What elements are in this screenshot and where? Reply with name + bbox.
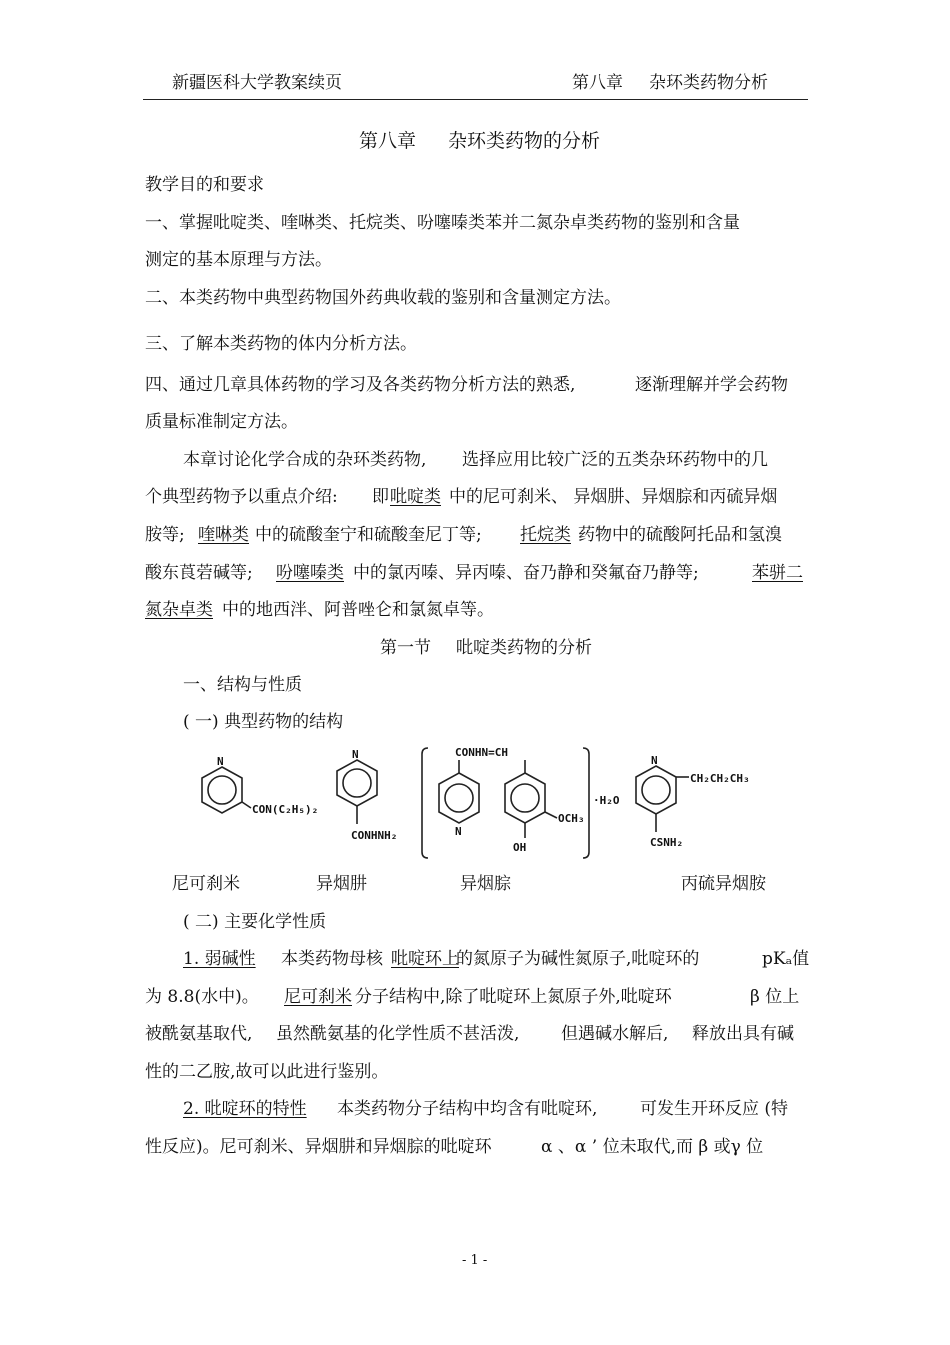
property1-line2b: 尼可刹米 bbox=[284, 987, 352, 1007]
chapter-number: 第八章 bbox=[359, 130, 417, 152]
property1-line1a: 本类药物母核 bbox=[281, 949, 383, 969]
ftivazide-oh-label: OH bbox=[513, 841, 527, 854]
chapter-title: 杂环类药物的分析 bbox=[448, 130, 601, 152]
property1-line2c: 分子结构中,除了吡啶环上氮原子外,吡啶环 bbox=[355, 987, 672, 1007]
property1-line1b: 吡啶环上 bbox=[391, 949, 459, 969]
intro-line1a: 本章讨论化学合成的杂环类药物, bbox=[183, 450, 427, 470]
objectives-heading: 教学目的和要求 bbox=[145, 175, 264, 195]
property1-line3d: 释放出具有碱 bbox=[692, 1024, 794, 1044]
intro-line4c: 中的氯丙嗪、异丙嗪、奋乃静和癸氟奋乃静等; bbox=[353, 563, 699, 583]
intro-line3e: 药物中的硫酸阿托品和氢溴 bbox=[578, 525, 782, 545]
chemical-structures bbox=[185, 740, 785, 865]
intro-line3c: 中的硫酸奎宁和硫酸奎尼丁等; bbox=[255, 525, 482, 545]
objective-4a-cont: 逐渐理解并学会药物 bbox=[635, 375, 788, 395]
property1-line3b: 虽然酰氨基的化学性质不甚活泼, bbox=[276, 1024, 520, 1044]
property1-line4: 性的二乙胺,故可以此进行鉴别。 bbox=[145, 1062, 389, 1082]
property2-line1a: 本类药物分子结构中均含有吡啶环, bbox=[337, 1099, 598, 1119]
objective-1b: 测定的基本原理与方法。 bbox=[145, 250, 332, 270]
intro-line5b: 中的地西泮、阿普唑仑和氯氮卓等。 bbox=[222, 600, 494, 620]
subheading-typical-structures: ( 一) 典型药物的结构 bbox=[183, 712, 344, 732]
property1-line3a: 被酰氨基取代, bbox=[145, 1024, 253, 1044]
ftivazide-n-label: N bbox=[455, 825, 462, 838]
objective-4a: 四、通过几章具体药物的学习及各类药物分析方法的熟悉, bbox=[145, 375, 576, 395]
property1-title: 1. 弱碱性 bbox=[183, 949, 256, 969]
prothionamide-n-label: N bbox=[651, 754, 658, 767]
objective-3: 三、了解本类药物的体内分析方法。 bbox=[145, 334, 417, 354]
ftivazide-structure bbox=[422, 746, 620, 858]
subheading-chemical-properties: ( 二) 主要化学性质 bbox=[183, 912, 327, 932]
intro-line2a: 个典型药物予以重点介绍: bbox=[145, 487, 338, 507]
intro-term-pyridine: 吡啶类 bbox=[390, 487, 441, 507]
prothionamide-chain-label: CH₂CH₂CH₃ bbox=[690, 772, 750, 785]
nikethamide-structure bbox=[202, 755, 318, 816]
property2-line1b: 可发生开环反应 (特 bbox=[640, 1099, 789, 1119]
intro-term-benzodiazepine-1: 苯骈二 bbox=[752, 563, 803, 583]
property1-line1d: pKₐ值 bbox=[762, 949, 810, 969]
caption-nikethamide: 尼可刹米 bbox=[172, 874, 240, 894]
subheading-structure-properties: 一、结构与性质 bbox=[183, 675, 302, 695]
header-chapter: 第八章 bbox=[572, 73, 623, 93]
objective-2: 二、本类药物中典型药物国外药典收载的鉴别和含量测定方法。 bbox=[145, 288, 621, 308]
intro-line1b: 选择应用比较广泛的五类杂环药物中的几 bbox=[462, 450, 768, 470]
header-title: 杂环类药物分析 bbox=[649, 73, 768, 93]
intro-term-phenothiazine: 吩噻嗪类 bbox=[276, 563, 344, 583]
isoniazid-structure bbox=[337, 748, 397, 842]
property1-line2a: 为 8.8(水中)。 bbox=[145, 987, 259, 1007]
intro-term-benzodiazepine-2: 氮杂卓类 bbox=[145, 600, 213, 620]
intro-line2b: 即 bbox=[372, 487, 389, 507]
intro-line4a: 酸东莨菪碱等; bbox=[145, 563, 253, 583]
intro-term-tropane: 托烷类 bbox=[520, 525, 571, 545]
header-left: 新疆医科大学教案续页 bbox=[172, 73, 342, 93]
caption-prothionamide: 丙硫异烟胺 bbox=[681, 874, 766, 894]
intro-line2d: 中的尼可刹米、 异烟肼、异烟腙和丙硫异烟 bbox=[449, 487, 778, 507]
isoniazid-n-label: N bbox=[352, 748, 359, 761]
objective-4b: 质量标准制定方法。 bbox=[145, 412, 298, 432]
ftivazide-top-label: CONHN=CH bbox=[455, 746, 508, 759]
intro-term-quinoline: 喹啉类 bbox=[198, 525, 249, 545]
prothionamide-structure bbox=[636, 754, 750, 849]
section-title: 吡啶类药物的分析 bbox=[456, 638, 592, 658]
property1-line2d: β 位上 bbox=[750, 987, 800, 1007]
caption-isoniazid: 异烟肼 bbox=[316, 874, 367, 894]
property1-line3c: 但遇碱水解后, bbox=[561, 1024, 669, 1044]
property2-title: 2. 吡啶环的特性 bbox=[183, 1099, 307, 1119]
property2-line2a: 性反应)。尼可刹米、异烟肼和异烟腙的吡啶环 bbox=[145, 1137, 492, 1157]
nikethamide-group-label: CON(C₂H₅)₂ bbox=[252, 803, 319, 816]
section-number: 第一节 bbox=[380, 638, 431, 658]
page-number: - 1 - bbox=[462, 1253, 488, 1268]
objective-1a: 一、掌握吡啶类、喹啉类、托烷类、吩噻嗪类苯并二氮杂卓类药物的鉴别和含量 bbox=[145, 213, 740, 233]
header-divider bbox=[143, 99, 808, 100]
property2-line2b: α 、α ’ 位未取代,而 β 或γ 位 bbox=[541, 1137, 764, 1157]
hydrate-label: ·H₂O bbox=[593, 794, 620, 807]
prothionamide-group-label: CSNH₂ bbox=[650, 836, 684, 849]
ftivazide-och3-label: OCH₃ bbox=[558, 812, 585, 825]
intro-line3a: 胺等; bbox=[145, 525, 185, 545]
caption-ftivazide: 异烟腙 bbox=[460, 874, 511, 894]
isoniazid-group-label: CONHNH₂ bbox=[351, 829, 398, 842]
nikethamide-n-label: N bbox=[217, 755, 224, 768]
property1-line1c: 的氮原子为碱性氮原子,吡啶环的 bbox=[456, 949, 700, 969]
